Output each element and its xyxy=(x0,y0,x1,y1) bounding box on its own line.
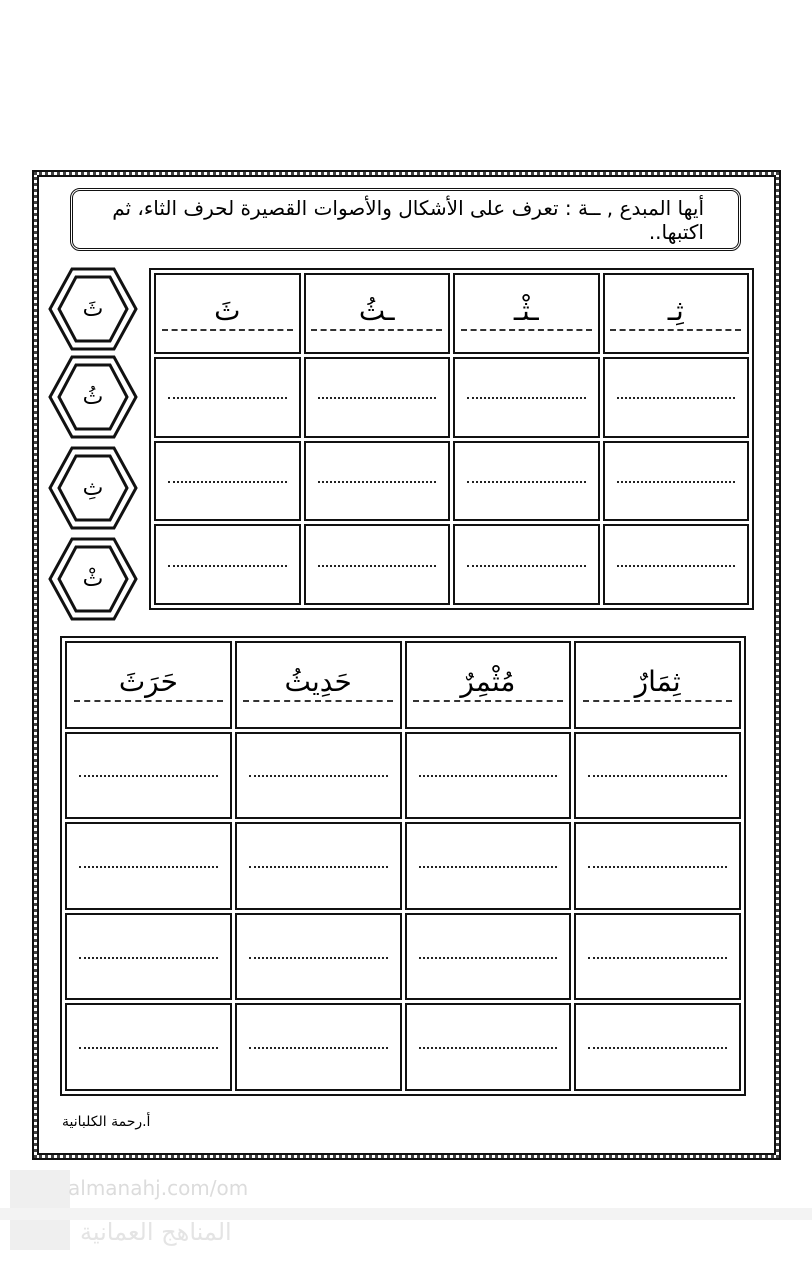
writing-cell[interactable] xyxy=(235,1003,402,1091)
dotted-line xyxy=(79,1047,218,1049)
hexagon-damma xyxy=(48,355,138,439)
writing-cell[interactable] xyxy=(154,441,301,522)
dotted-line xyxy=(419,866,558,868)
writing-cell[interactable] xyxy=(304,441,451,522)
writing-cell[interactable] xyxy=(304,524,451,605)
author-credit: أ.رحمة الكلبانية xyxy=(62,1114,151,1130)
dotted-line xyxy=(79,957,218,959)
watermark-url: almanahj.com/om xyxy=(68,1176,249,1200)
letter-form-model: ـثُ xyxy=(311,296,442,331)
writing-cell[interactable] xyxy=(154,357,301,438)
writing-cell[interactable] xyxy=(603,357,750,438)
dotted-line xyxy=(467,481,586,483)
dotted-line xyxy=(588,866,727,868)
writing-cell[interactable] xyxy=(453,357,600,438)
writing-cell[interactable] xyxy=(304,357,451,438)
instruction-text: أيها المبدع , ــة : تعرف على الأشكال والأصوات القصيرة لحرف الثاء، ثم اكتبها.. xyxy=(112,195,704,244)
writing-cell[interactable] xyxy=(405,732,572,820)
dotted-line xyxy=(419,775,558,777)
writing-cell[interactable] xyxy=(405,822,572,910)
writing-cell[interactable] xyxy=(574,822,741,910)
dotted-line xyxy=(249,866,388,868)
dotted-line xyxy=(249,957,388,959)
dotted-line xyxy=(419,957,558,959)
writing-cell[interactable] xyxy=(65,822,232,910)
words-table xyxy=(60,636,746,1096)
dotted-line xyxy=(79,866,218,868)
letter-form-cell xyxy=(453,273,600,354)
writing-cell[interactable] xyxy=(574,1003,741,1091)
hexagon-fatha xyxy=(48,267,138,351)
writing-cell[interactable] xyxy=(574,913,741,1001)
writing-cell[interactable] xyxy=(65,913,232,1001)
letter-form-cell xyxy=(304,273,451,354)
hexagon-letter: ثْ xyxy=(82,566,104,592)
writing-cell[interactable] xyxy=(235,822,402,910)
letter-forms-table xyxy=(149,268,754,610)
word-model: حَدِيثُ xyxy=(243,667,393,702)
dotted-line xyxy=(588,957,727,959)
watermark-arabic: المناهج العمانية xyxy=(80,1218,232,1246)
dotted-line xyxy=(617,481,736,483)
dotted-line xyxy=(467,565,586,567)
writing-cell[interactable] xyxy=(405,1003,572,1091)
writing-cell[interactable] xyxy=(574,732,741,820)
dotted-line xyxy=(318,481,437,483)
dotted-line xyxy=(617,565,736,567)
dotted-line xyxy=(617,397,736,399)
dotted-line xyxy=(249,1047,388,1049)
dotted-line xyxy=(419,1047,558,1049)
dotted-line xyxy=(168,397,287,399)
dotted-line xyxy=(168,481,287,483)
word-cell xyxy=(405,641,572,729)
writing-cell[interactable] xyxy=(154,524,301,605)
dotted-line xyxy=(318,397,437,399)
writing-cell[interactable] xyxy=(65,1003,232,1091)
word-model: ثِمَارٌ xyxy=(583,667,733,702)
dotted-line xyxy=(467,397,586,399)
word-cell xyxy=(65,641,232,729)
letter-form-cell xyxy=(603,273,750,354)
dotted-line xyxy=(588,775,727,777)
writing-cell[interactable] xyxy=(453,441,600,522)
dotted-line xyxy=(318,565,437,567)
dotted-line xyxy=(588,1047,727,1049)
writing-cell[interactable] xyxy=(453,524,600,605)
word-cell xyxy=(574,641,741,729)
dotted-line xyxy=(249,775,388,777)
instruction-box xyxy=(70,188,741,251)
letter-form-model: ـثْـ xyxy=(461,296,592,331)
hexagon-letter: ثِ xyxy=(82,475,104,501)
dotted-line xyxy=(79,775,218,777)
writing-cell[interactable] xyxy=(65,732,232,820)
letter-form-model: ثِـ xyxy=(610,296,741,331)
hexagon-letter: ثُ xyxy=(82,384,104,410)
hexagon-kasra xyxy=(48,446,138,530)
dotted-line xyxy=(168,565,287,567)
hexagon-letter: ثَ xyxy=(82,296,104,322)
letter-form-model: ثَ xyxy=(162,296,293,331)
word-model: مُثْمِرٌ xyxy=(413,667,563,702)
writing-cell[interactable] xyxy=(405,913,572,1001)
letter-form-cell xyxy=(154,273,301,354)
writing-cell[interactable] xyxy=(603,524,750,605)
writing-cell[interactable] xyxy=(603,441,750,522)
hexagon-sukun xyxy=(48,537,138,621)
writing-cell[interactable] xyxy=(235,913,402,1001)
word-cell xyxy=(235,641,402,729)
writing-cell[interactable] xyxy=(235,732,402,820)
word-model: حَرَثَ xyxy=(74,667,224,702)
